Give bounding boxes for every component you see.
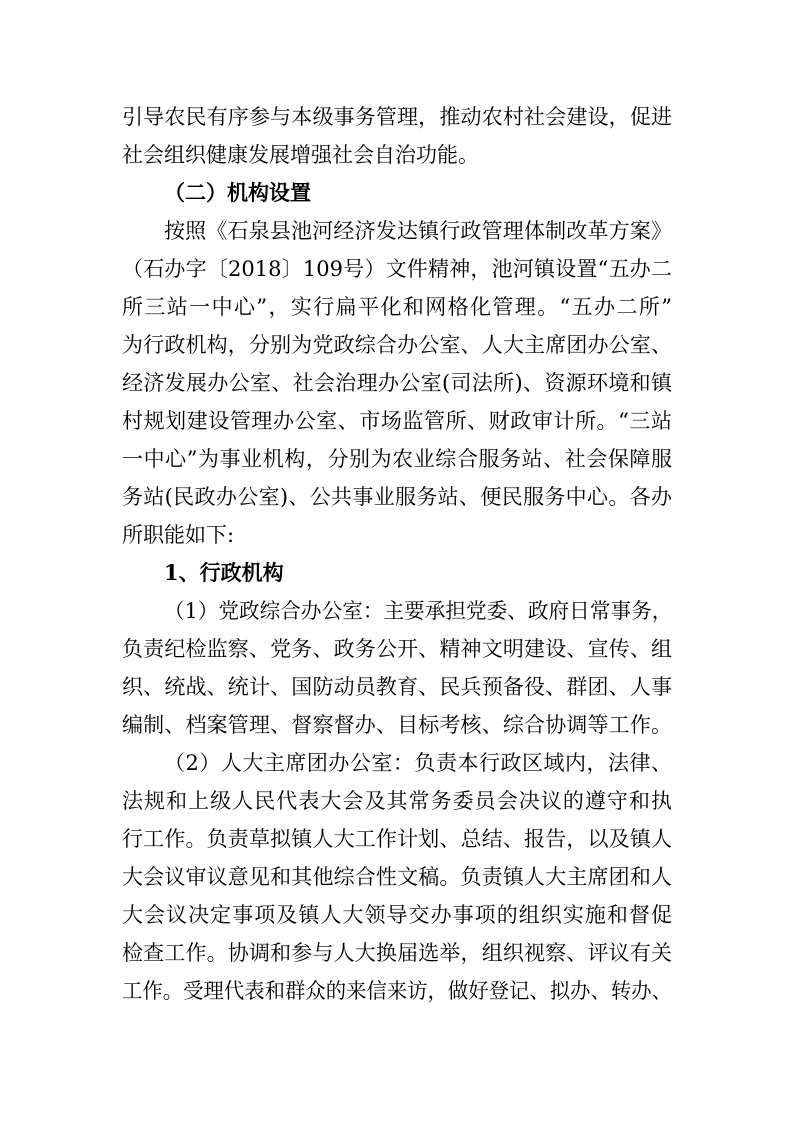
text-line xyxy=(0,516,793,554)
section-heading-text: 1、行政机构 xyxy=(164,560,284,585)
text-line xyxy=(0,288,793,326)
text-line-content: 编制、档案管理、督察督办、目标考核、综合协调等工作。 xyxy=(122,713,672,737)
text-line xyxy=(0,820,793,858)
text-line-content: 按照《石泉县池河经济发达镇行政管理体制改革方案》 xyxy=(164,219,672,243)
text-line-content: 所三站一中心”，实行扁平化和网格化管理。“五办二所” xyxy=(122,295,672,319)
text-line xyxy=(0,98,793,136)
text-line-content: 为行政机构，分别为党政综合办公室、人大主席团办公室、 xyxy=(122,333,672,357)
text-line-content: 所职能如下: xyxy=(122,523,235,547)
section-heading-text: （二）机构设置 xyxy=(164,180,311,205)
text-line-content: 负责纪检监察、党务、政务公开、精神文明建设、宣传、组 xyxy=(122,637,672,661)
text-line-content: 工作。受理代表和群众的来信来访，做好登记、拟办、转办、 xyxy=(122,979,672,1003)
text-line-content: （1）党政综合办公室：主要承担党委、政府日常事务， xyxy=(164,599,673,623)
text-line xyxy=(0,212,793,250)
text-line-content: 大会议决定事项及镇人大领导交办事项的组织实施和督促 xyxy=(122,903,672,927)
text-line-content: 行工作。负责草拟镇人大工作计划、总结、报告，以及镇人 xyxy=(122,827,672,851)
text-line-content: （石办字〔2018〕109号）文件精神，池河镇设置“五办二 xyxy=(122,257,672,281)
text-line-content: 务站(民政办公室)、公共事业服务站、便民服务中心。各办 xyxy=(122,485,672,509)
text-line-content: 村规划建设管理办公室、市场监管所、财政审计所。“三站 xyxy=(122,409,672,433)
section-heading xyxy=(0,174,793,212)
text-line-content: 织、统战、统计、国防动员教育、民兵预备役、群团、人事 xyxy=(122,675,672,699)
text-line-content: 社会组织健康发展增强社会自治功能。 xyxy=(122,143,479,167)
text-line-content: 大会议审议意见和其他综合性文稿。负责镇人大主席团和人 xyxy=(122,865,672,889)
text-line xyxy=(0,592,793,630)
text-line xyxy=(0,250,793,288)
text-line-content: （2）人大主席团办公室：负责本行政区域内，法律、 xyxy=(164,751,672,775)
text-line xyxy=(0,934,793,972)
text-line-content: 检查工作。协调和参与人大换届选举，组织视察、评议有关 xyxy=(122,941,672,965)
text-line xyxy=(0,858,793,896)
text-line-content: 经济发展办公室、社会治理办公室(司法所)、资源环境和镇 xyxy=(122,371,672,395)
section-heading xyxy=(0,554,793,592)
text-line xyxy=(0,440,793,478)
text-line-content: 法规和上级人民代表大会及其常务委员会决议的遵守和执 xyxy=(122,789,672,813)
text-line xyxy=(0,896,793,934)
text-line xyxy=(0,402,793,440)
text-line xyxy=(0,136,793,174)
text-line xyxy=(0,782,793,820)
text-line xyxy=(0,326,793,364)
text-line xyxy=(0,972,793,1010)
text-line xyxy=(0,668,793,706)
text-line xyxy=(0,630,793,668)
text-line-content: 引导农民有序参与本级事务管理，推动农村社会建设，促进 xyxy=(122,105,672,129)
text-line-content: 一中心”为事业机构，分别为农业综合服务站、社会保障服 xyxy=(122,447,672,471)
text-line xyxy=(0,364,793,402)
text-line xyxy=(0,744,793,782)
text-line xyxy=(0,478,793,516)
text-line xyxy=(0,706,793,744)
